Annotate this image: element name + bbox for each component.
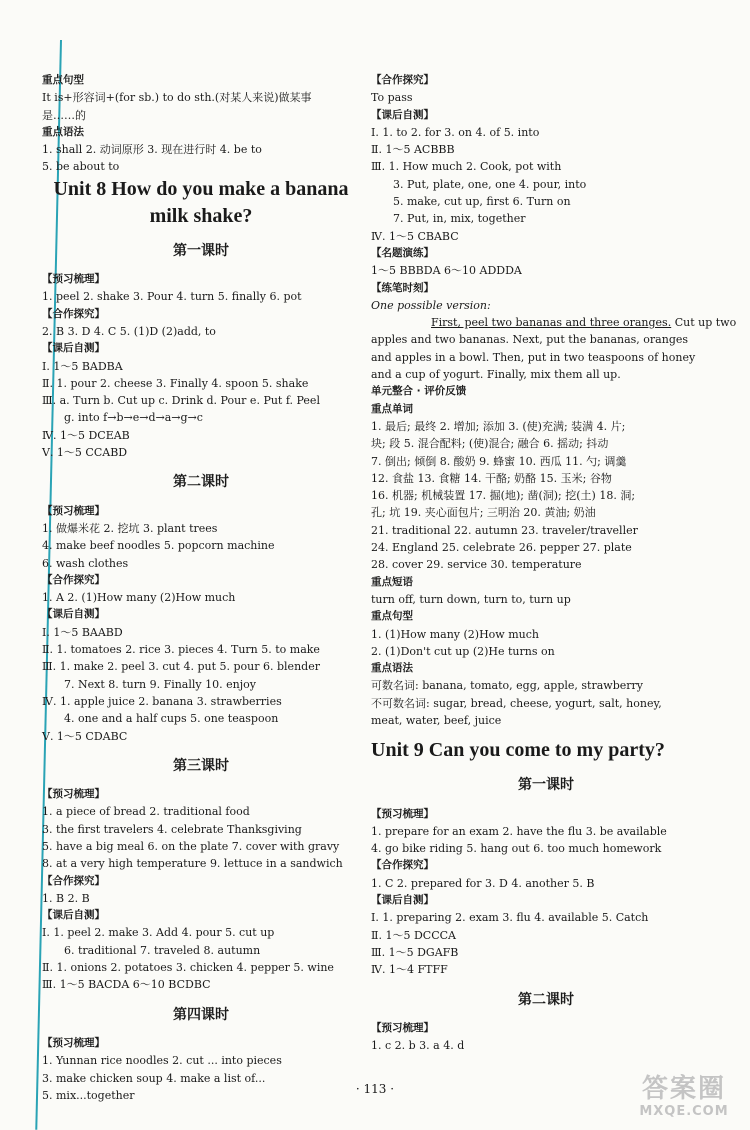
answer-line: Ⅴ. 1～5 CCABD (42, 446, 128, 460)
answer-line: Ⅲ. 1. How much 2. Cook, pot with (371, 160, 562, 174)
answer-line: 1. peel 2. shake 3. Pour 4. turn 5. finally 6. pot (42, 290, 302, 304)
answer-line: 4. make beef noodles 5. popcorn machine (42, 539, 275, 553)
section-label: 重点单词 (371, 402, 413, 415)
section-label: 【名题演练】 (371, 246, 434, 259)
answer-line: 6. wash clothes (42, 556, 129, 570)
section-label: 重点语法 (371, 662, 413, 675)
section-label: 【预习梳理】 (371, 807, 434, 820)
section-label: 重点短语 (371, 575, 413, 588)
answer-line: Ⅱ. 1～5 ACBBB (371, 143, 455, 157)
answer-line: g. into f→b→e→d→a→g→c (64, 411, 203, 425)
unit-title: Unit 8 How do you make a banana (53, 177, 349, 200)
answer-line: Ⅱ. 1. onions 2. potatoes 3. chicken 4. pepper 5. wine (42, 961, 334, 975)
section-label: 【课后自测】 (371, 894, 434, 907)
answer-line: 1. a piece of bread 2. traditional food (42, 805, 250, 819)
answer-line: Ⅲ. a. Turn b. Cut up c. Drink d. Pour e. Put f. Peel (42, 394, 320, 408)
answer-line: 1. c 2. b 3. a 4. d (371, 1039, 465, 1053)
answer-line: 1. B 2. B (42, 891, 90, 905)
answer-line (371, 314, 737, 331)
section-label: 【预习梳理】 (42, 1036, 105, 1049)
answer-line: 5. make, cut up, first 6. Turn on (393, 195, 571, 209)
section-label: 【预习梳理】 (42, 504, 105, 517)
answer-line: 2. B 3. D 4. C 5. (1)D (2)add, to (42, 324, 216, 338)
answer-line: 24. England 25. celebrate 26. pepper 27. plate (371, 541, 632, 555)
answer-line: 12. 食盐 13. 食糖 14. 干酪; 奶酪 15. 玉米; 谷物 (371, 471, 612, 485)
section-label: 【课后自测】 (42, 608, 105, 621)
answer-line: Ⅲ. 1～5 DGAFB (371, 945, 459, 959)
answer-line: 7. Next 8. turn 9. Finally 10. enjoy (64, 677, 256, 691)
answer-line: 1. A 2. (1)How many (2)How much (42, 591, 236, 605)
answer-line: Ⅰ. 1. peel 2. make 3. Add 4. pour 5. cut up (42, 926, 275, 940)
answer-line: 4. go bike riding 5. hang out 6. too much homework (371, 842, 662, 856)
answer-line: 1. 做爆米花 2. 挖坑 3. plant trees (42, 521, 218, 535)
right-answer-column (371, 72, 737, 1054)
lesson-heading: 第一课时 (518, 777, 574, 794)
section-label: 重点句型 (42, 74, 84, 86)
answer-line: 是……的 (42, 108, 86, 122)
answer-line: 5. be about to (42, 160, 120, 174)
unit-title: Unit 9 Can you come to my party? (371, 739, 665, 762)
section-label: 【合作探究】 (42, 573, 105, 586)
section-label: 【合作探究】 (371, 859, 434, 872)
answer-line: Ⅱ. 1. tomatoes 2. rice 3. pieces 4. Turn 5. to make (42, 643, 320, 657)
answer-line: 孔; 坑 19. 夹心面包片; 三明治 20. 黄油; 奶油 (371, 506, 596, 520)
answer-line: and apples in a bowl. Then, put in two teaspoons of honey (371, 350, 696, 364)
lesson-heading: 第一课时 (173, 242, 229, 259)
section-label: 【预习梳理】 (371, 1021, 434, 1034)
answer-line: 8. at a very high temperature 9. lettuce in a sandwich (42, 857, 343, 871)
answer-line: Ⅲ. 1～5 BACDA 6～10 BCDBC (42, 978, 211, 992)
section-label: 重点句型 (371, 610, 413, 623)
answer-line: 28. cover 29. service 30. temperature (371, 558, 582, 572)
answer-line: Ⅳ. 1～4 FTFF (371, 963, 448, 977)
answer-line: 不可数名词: sugar, bread, cheese, yogurt, salt, honey, (371, 696, 662, 710)
answer-line: and a cup of yogurt. Finally, mix them all up. (371, 368, 621, 382)
lesson-heading: 第二课时 (518, 991, 574, 1008)
section-label: 【课后自测】 (42, 342, 105, 355)
answer-line: Ⅰ. 1. preparing 2. exam 3. flu 4. available 5. Catch (371, 911, 649, 925)
answer-line: 3. make chicken soup 4. make a list of... (42, 1071, 266, 1085)
answer-line: 3. Put, plate, one, one 4. pour, into (393, 177, 587, 191)
answer-line: 4. one and a half cups 5. one teaspoon (64, 712, 279, 726)
section-label: 重点语法 (42, 125, 84, 138)
answer-line: Ⅳ. 1～5 CBABC (371, 229, 459, 243)
watermark-logo-text: 答案圈 (641, 1074, 726, 1104)
answer-line: To pass (371, 91, 413, 105)
answer-line: meat, water, beef, juice (371, 713, 502, 727)
section-label: 【合作探究】 (371, 74, 434, 86)
answer-line: Ⅰ. 1. to 2. for 3. on 4. of 5. into (371, 125, 540, 139)
section-label: 单元整合 · 评价反馈 (371, 385, 467, 398)
watermark-logo (624, 1074, 744, 1126)
lesson-heading: 第三课时 (173, 757, 229, 774)
answer-line: 1. 最后; 最终 2. 增加; 添加 3. (使)充满; 装满 4. 片; (371, 419, 626, 433)
answer-line: Ⅲ. 1. make 2. peel 3. cut 4. put 5. pour 6. blender (42, 660, 320, 674)
answer-line: 可数名词: banana, tomato, egg, apple, strawberry (371, 679, 643, 693)
lesson-heading: 第二课时 (173, 474, 229, 491)
answer-line: 1. (1)How many (2)How much (371, 627, 539, 641)
answer-line: 1～5 BBBDA 6～10 ADDDA (371, 264, 522, 278)
answer-line: Ⅳ. 1～5 DCEAB (42, 428, 130, 442)
answer-line: 16. 机器; 机械装置 17. 掘(地); 凿(洞); 挖(土) 18. 洞; (371, 489, 636, 503)
section-label: 【课后自测】 (42, 909, 105, 922)
answer-line: 3. the first travelers 4. celebrate Thanksgiving (42, 822, 302, 836)
answer-line: 7. 倒出; 倾倒 8. 酸奶 9. 蜂蜜 10. 西瓜 11. 勺; 调羹 (371, 454, 627, 468)
section-label: 【预习梳理】 (42, 273, 105, 286)
answer-line: 块; 段 5. 混合配料; (使)混合; 融合 6. 摇动; 抖动 (371, 437, 609, 451)
answer-line: 1. shall 2. 动词原形 3. 现在进行时 4. be to (42, 143, 262, 157)
page-number: · 113 · (355, 1082, 395, 1096)
section-label: 【练笔时刻】 (371, 281, 434, 294)
answer-line: One possible version: (371, 298, 491, 312)
answer-line: 7. Put, in, mix, together (393, 212, 526, 226)
watermark-site: MXQE.COM (639, 1104, 729, 1119)
answer-line: It is+形容词+(for sb.) to do sth.(对某人来说)做某事 (42, 91, 312, 105)
answer-line: Ⅴ. 1～5 CDABC (42, 729, 128, 743)
section-label: 【合作探究】 (42, 307, 105, 320)
answer-line: apples and two bananas. Next, put the bananas, oranges (371, 333, 689, 347)
left-answer-column (42, 72, 360, 1104)
answer-line: turn off, turn down, turn to, turn up (371, 592, 571, 606)
answer-line: 21. traditional 22. autumn 23. traveler/traveller (371, 523, 638, 537)
lesson-heading: 第四课时 (173, 1006, 229, 1023)
answer-line: Ⅰ. 1～5 BADBA (42, 359, 123, 373)
section-label: 【课后自测】 (371, 108, 434, 121)
answer-line: 1. prepare for an exam 2. have the flu 3. be available (371, 824, 667, 838)
answer-line: 1. Yunnan rice noodles 2. cut ... into pieces (42, 1054, 282, 1068)
answer-line: Ⅱ. 1～5 DCCCA (371, 928, 456, 942)
answer-line: Ⅳ. 1. apple juice 2. banana 3. strawberries (42, 694, 282, 708)
section-label: 【合作探究】 (42, 874, 105, 887)
sentence-continuation: Cut up two (671, 316, 737, 330)
answer-line: 2. (1)Don't cut up (2)He turns on (371, 644, 555, 658)
section-label: 【预习梳理】 (42, 788, 105, 801)
unit-title: milk shake? (149, 204, 253, 227)
answer-line: 5. mix...together (42, 1088, 135, 1102)
answer-line: Ⅰ. 1～5 BAABD (42, 625, 123, 639)
underlined-topic-sentence: First, peel two bananas and three oranges. (431, 316, 672, 330)
answer-line: 5. have a big meal 6. on the plate 7. cover with gravy (42, 839, 340, 853)
answer-line: 1. C 2. prepared for 3. D 4. another 5. B (371, 876, 595, 890)
answer-line: 6. traditional 7. traveled 8. autumn (64, 943, 261, 957)
answer-line: Ⅱ. 1. pour 2. cheese 3. Finally 4. spoon 5. shake (42, 376, 309, 390)
